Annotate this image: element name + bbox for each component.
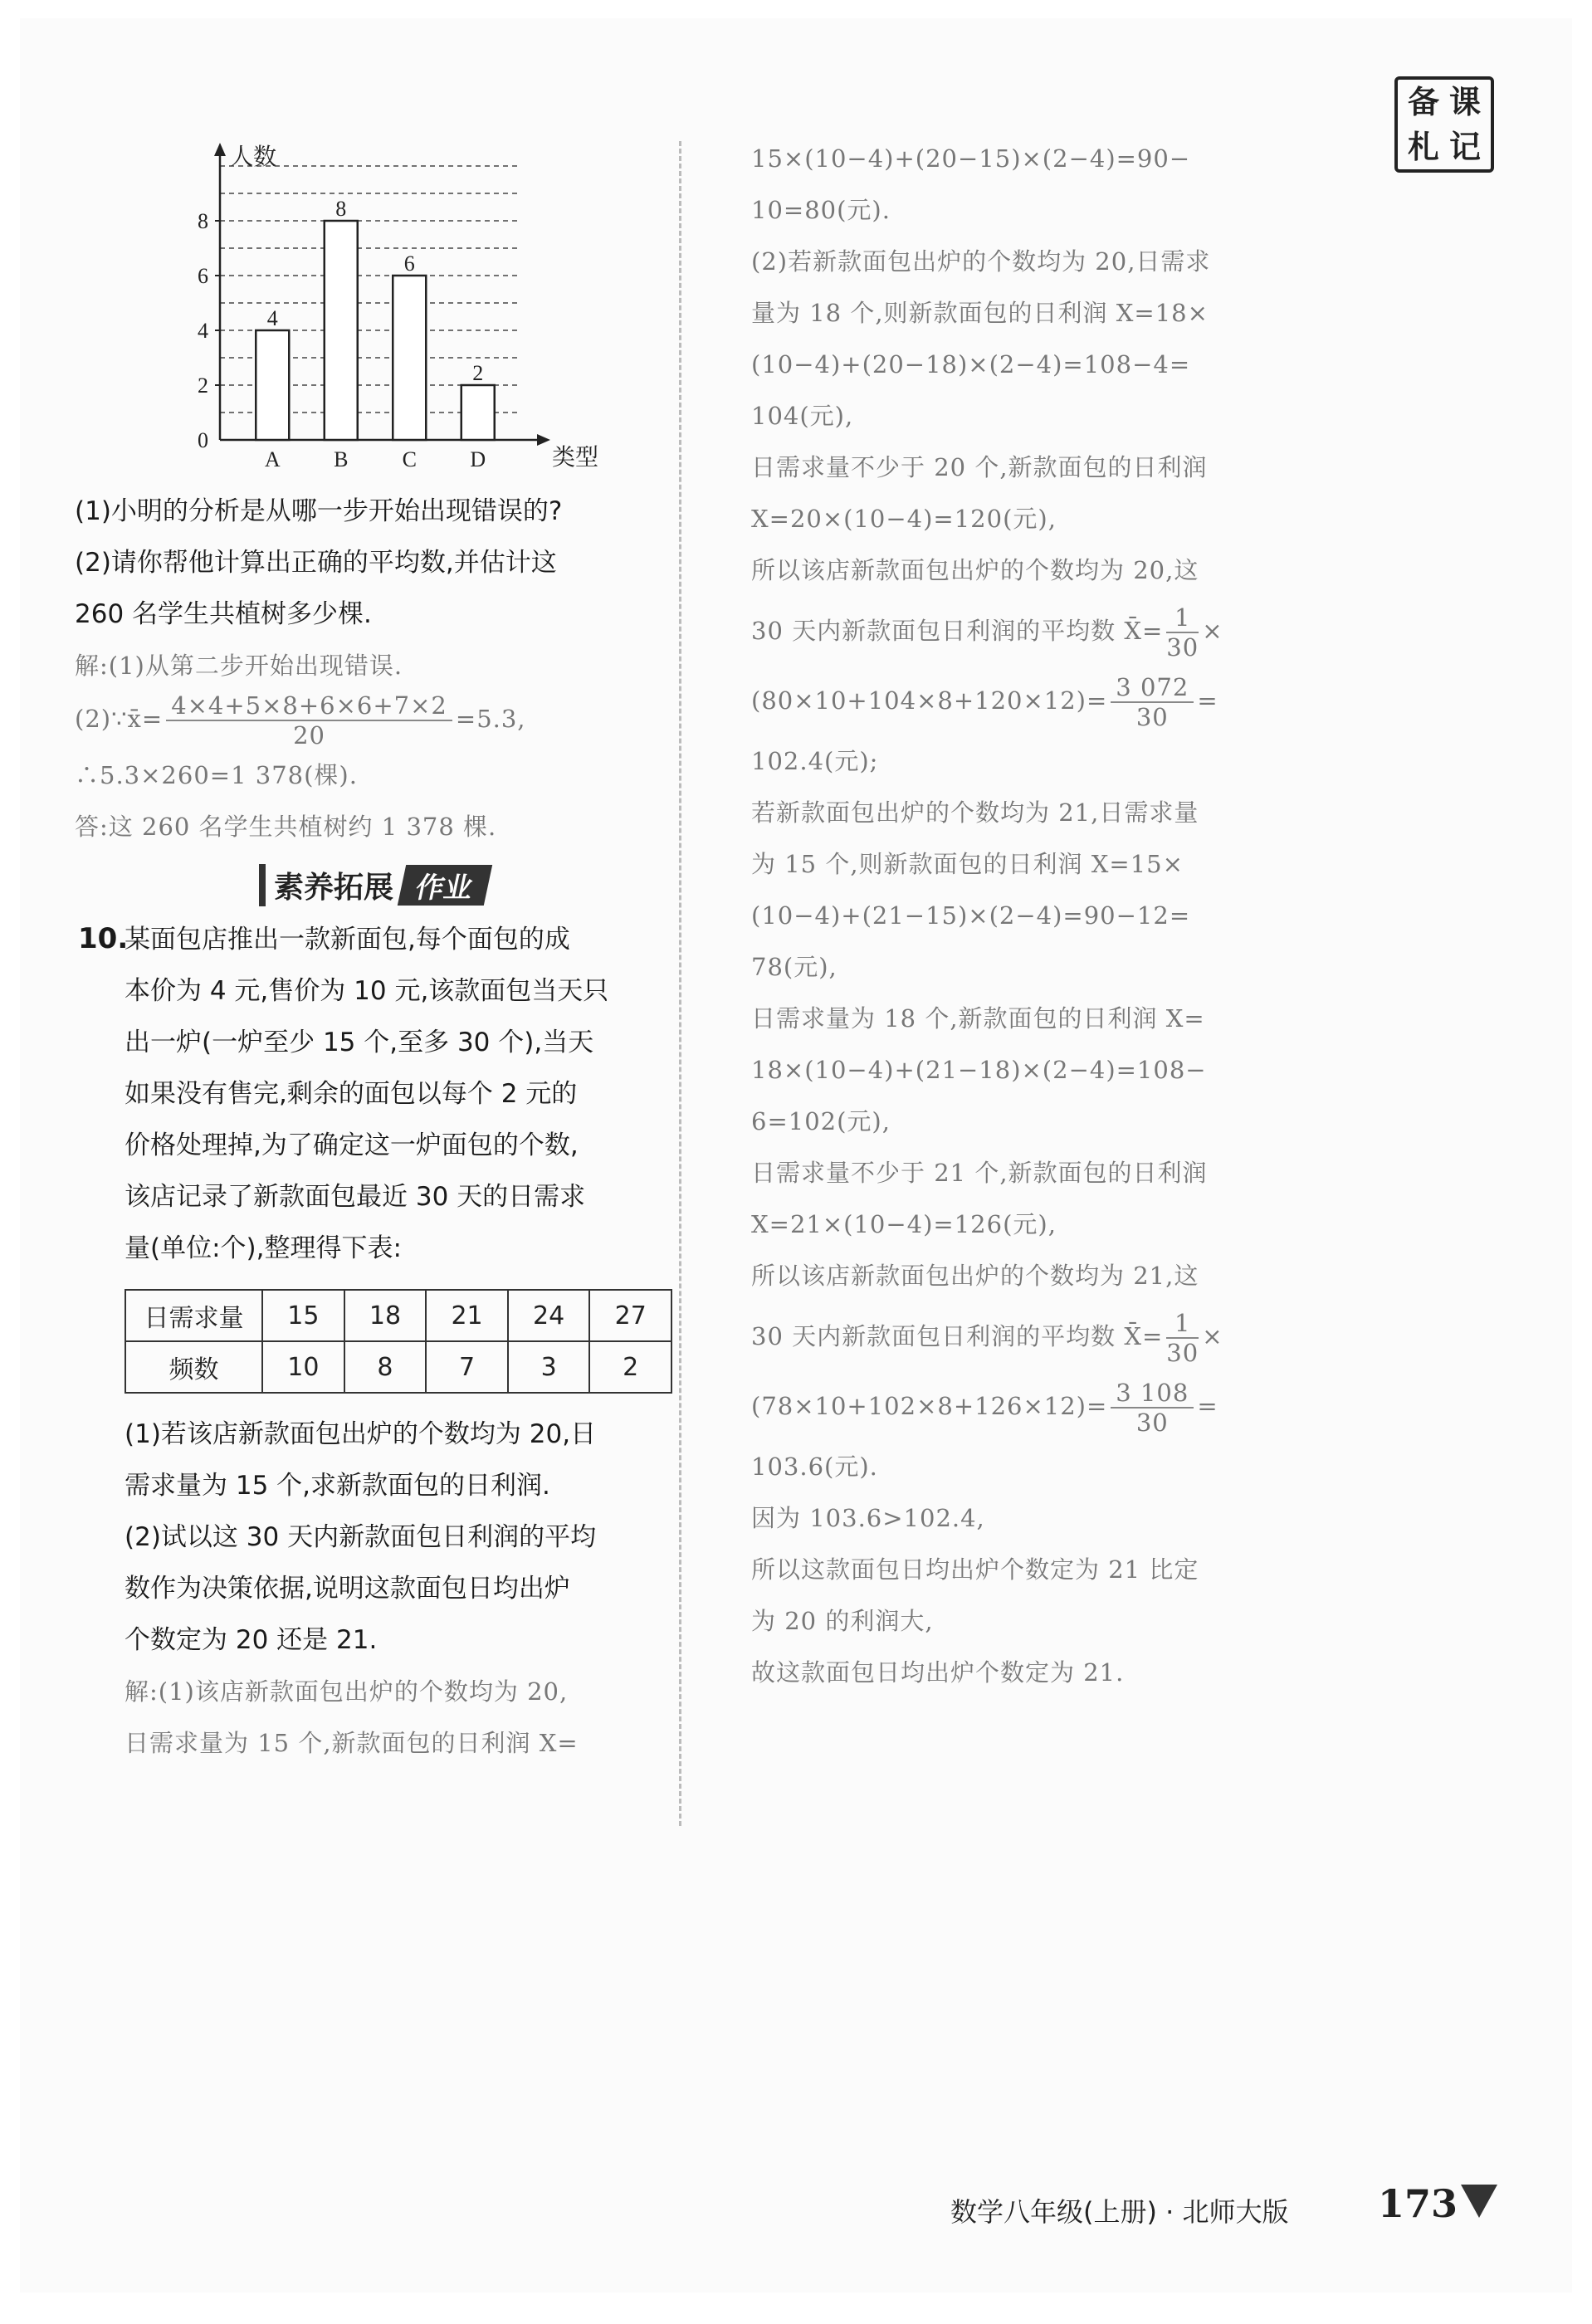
calc-fraction: [1111, 1379, 1194, 1437]
sub-question-line: 需求量为 15 个,求新款面包的日利润.: [125, 1471, 550, 1501]
bar-value-label: 6: [403, 251, 415, 276]
solution-line: 故这款面包日均出炉个数定为 21.: [751, 1658, 1125, 1687]
x-axis-label: 类型: [552, 443, 599, 471]
sub-question-line: (1)若该店新款面包出炉的个数均为 20,日: [125, 1419, 597, 1449]
solution-line: 为 15 个,则新款面包的日利润 X=15×: [751, 850, 1184, 878]
question-8-part-1: (1)小明的分析是从哪一步开始出现错误的?: [75, 496, 563, 526]
question-line: 如果没有售完,剩余的面包以每个 2 元的: [125, 1079, 578, 1109]
question-line: 某面包店推出一款新面包,每个面包的成: [125, 925, 570, 954]
demand-frequency-table: [125, 1289, 672, 1394]
table-cell: 8: [344, 1341, 427, 1393]
y-tick-label: 8: [198, 209, 208, 233]
section-header: [75, 864, 672, 906]
x-tick-label: D: [470, 447, 486, 471]
y-axis-label: 人数: [230, 143, 277, 170]
mean-result: =5.3,: [455, 705, 526, 733]
y-tick-label: 4: [198, 319, 208, 343]
solution-mean-formula: [75, 691, 672, 749]
average-fraction: [1166, 1309, 1199, 1367]
table-cell: 7: [426, 1341, 508, 1393]
fraction-numerator: 1: [1166, 1309, 1199, 1339]
solution-line: X=20×(10−4)=120(元),: [751, 505, 1057, 533]
solution-line: 日需求量为 15 个,新款面包的日利润 X=: [125, 1729, 579, 1757]
solution-line: 解:(1)该店新款面包出炉的个数均为 20,: [125, 1677, 569, 1706]
calc-fraction: [1111, 673, 1194, 731]
question-line: 出一炉(一炉至少 15 个,至多 30 个),当天: [125, 1028, 594, 1057]
solution-line: 15×(10−4)+(20−15)×(2−4)=90−: [751, 144, 1191, 173]
table-cell: 3: [508, 1341, 590, 1393]
question-10-stem: [75, 913, 672, 965]
fraction-numerator: 3 108: [1111, 1379, 1194, 1409]
fraction-denominator: 30: [1135, 1409, 1169, 1437]
chart-spacer: [75, 133, 672, 486]
solution-line: 102.4(元);: [751, 747, 879, 775]
solution-line: 6=102(元),: [751, 1107, 891, 1135]
question-line: 量(单位:个),整理得下表:: [125, 1233, 402, 1263]
fraction-denominator: 20: [293, 721, 325, 749]
badge-char: 札: [1407, 129, 1439, 165]
average-prefix: 30 天内新款面包日利润的平均数 X̄=: [751, 617, 1164, 645]
solution-line: (10−4)+(20−18)×(2−4)=108−4=: [751, 350, 1191, 378]
solution-line: 所以该店新款面包出炉的个数均为 20,这: [751, 556, 1199, 584]
sub-question-line: 个数定为 20 还是 21.: [125, 1625, 378, 1655]
x-tick-label: C: [402, 447, 417, 471]
fraction-numerator: 1: [1166, 603, 1199, 633]
column-divider: [679, 141, 681, 1826]
solution-line: 104(元),: [751, 402, 854, 430]
solution-line: 日需求量不少于 21 个,新款面包的日利润: [751, 1159, 1208, 1187]
table-cell: 27: [589, 1290, 671, 1341]
badge-char: 记: [1448, 129, 1481, 165]
x-tick-label: A: [264, 447, 281, 471]
page-number: 173: [1378, 2181, 1458, 2226]
fraction-numerator: 4×4+5×8+6×6+7×2: [166, 691, 452, 721]
table-header-cell: 日需求量: [125, 1290, 262, 1341]
right-column: [751, 133, 1291, 1698]
solution-line: 所以该店新款面包出炉的个数均为 21,这: [751, 1262, 1199, 1290]
fraction-denominator: 30: [1166, 1339, 1199, 1367]
table-cell: 10: [262, 1341, 344, 1393]
solution-line: 日需求量不少于 20 个,新款面包的日利润: [751, 453, 1208, 481]
table-cell: 15: [262, 1290, 344, 1341]
calc-suffix: =: [1197, 686, 1218, 715]
solution-line: 18×(10−4)+(21−18)×(2−4)=108−: [751, 1056, 1207, 1084]
fraction-denominator: 30: [1166, 633, 1199, 662]
question-line: 价格处理掉,为了确定这一炉面包的个数,: [125, 1130, 579, 1160]
solution-line: (10−4)+(21−15)×(2−4)=90−12=: [751, 901, 1191, 930]
fraction-denominator: 30: [1135, 703, 1169, 731]
table-row: [125, 1290, 671, 1341]
solution-line: X=21×(10−4)=126(元),: [751, 1210, 1057, 1238]
book-title-footer: 数学八年级(上册) · 北师大版: [950, 2196, 1289, 2228]
average-suffix: ×: [1202, 1322, 1223, 1350]
solution-line: 78(元),: [751, 953, 838, 981]
table-row: [125, 1341, 671, 1393]
y-tick-label: 6: [198, 264, 208, 288]
y-tick-label: 0: [198, 428, 208, 452]
question-line: 该店记录了新款面包最近 30 天的日需求: [125, 1182, 586, 1212]
sub-question-line: (2)试以这 30 天内新款面包日利润的平均: [125, 1522, 597, 1552]
badge-char: 备: [1407, 84, 1439, 120]
average-fraction: [1166, 603, 1199, 662]
solution-line: 因为 103.6>102.4,: [751, 1504, 985, 1532]
bar-value-label: 8: [335, 197, 347, 221]
mean-fraction: [166, 691, 452, 749]
average-calc-21: [751, 1371, 1291, 1441]
table-cell: 24: [508, 1290, 590, 1341]
section-tag: 作业: [398, 865, 492, 906]
y-tick-label: 2: [198, 374, 208, 398]
table-cell: 21: [426, 1290, 508, 1341]
section-title: 素养拓展: [259, 864, 393, 906]
average-suffix: ×: [1202, 617, 1223, 645]
lesson-notes-badge: [1394, 76, 1494, 173]
calc-prefix: (80×10+104×8+120×12)=: [751, 686, 1108, 715]
table-cell: 18: [344, 1290, 427, 1341]
table-header-cell: 频数: [125, 1341, 262, 1393]
sub-question-line: 数作为决策依据,说明这款面包日均出炉: [125, 1574, 570, 1604]
solution-line: 为 20 的利润大,: [751, 1607, 934, 1635]
mean-prefix: (2)∵x̄=: [75, 705, 164, 733]
question-8-part-2: (2)请你帮他计算出正确的平均数,并估计这: [75, 548, 557, 578]
solution-line: 量为 18 个,则新款面包的日利润 X=18×: [751, 299, 1209, 327]
question-line: 本价为 4 元,售价为 10 元,该款面包当天只: [125, 976, 609, 1006]
solution-line: ∴5.3×260=1 378(棵).: [75, 761, 358, 789]
solution-line: (2)若新款面包出炉的个数均为 20,日需求: [751, 247, 1211, 276]
corner-arrow-icon: [1461, 2185, 1497, 2218]
calc-suffix: =: [1197, 1392, 1218, 1420]
bar-value-label: 2: [472, 361, 484, 385]
solution-line: 解:(1)从第二步开始出现错误.: [75, 652, 403, 680]
question-8-part-2-cont: 260 名学生共植树多少棵.: [75, 599, 372, 629]
solution-line: 103.6(元).: [751, 1452, 878, 1481]
x-tick-label: B: [334, 447, 349, 471]
solution-line: 10=80(元).: [751, 196, 891, 224]
average-formula-20: [751, 596, 1291, 666]
solution-line: 若新款面包出炉的个数均为 21,日需求量: [751, 798, 1199, 827]
average-calc-20: [751, 666, 1291, 735]
average-prefix: 30 天内新款面包日利润的平均数 X̄=: [751, 1322, 1164, 1350]
solution-line: 日需求量为 18 个,新款面包的日利润 X=: [751, 1004, 1205, 1033]
solution-line: 所以这款面包日均出炉个数定为 21 比定: [751, 1555, 1199, 1584]
bar-value-label: 4: [266, 306, 278, 330]
average-formula-21: [751, 1301, 1291, 1371]
badge-char: 课: [1448, 84, 1481, 120]
table-cell: 2: [589, 1341, 671, 1393]
left-column: [75, 133, 672, 1769]
question-number: 10.: [78, 922, 129, 955]
solution-answer: 答:这 260 名学生共植树约 1 378 棵.: [75, 813, 497, 841]
calc-prefix: (78×10+102×8+126×12)=: [751, 1392, 1108, 1420]
fraction-numerator: 3 072: [1111, 673, 1194, 703]
